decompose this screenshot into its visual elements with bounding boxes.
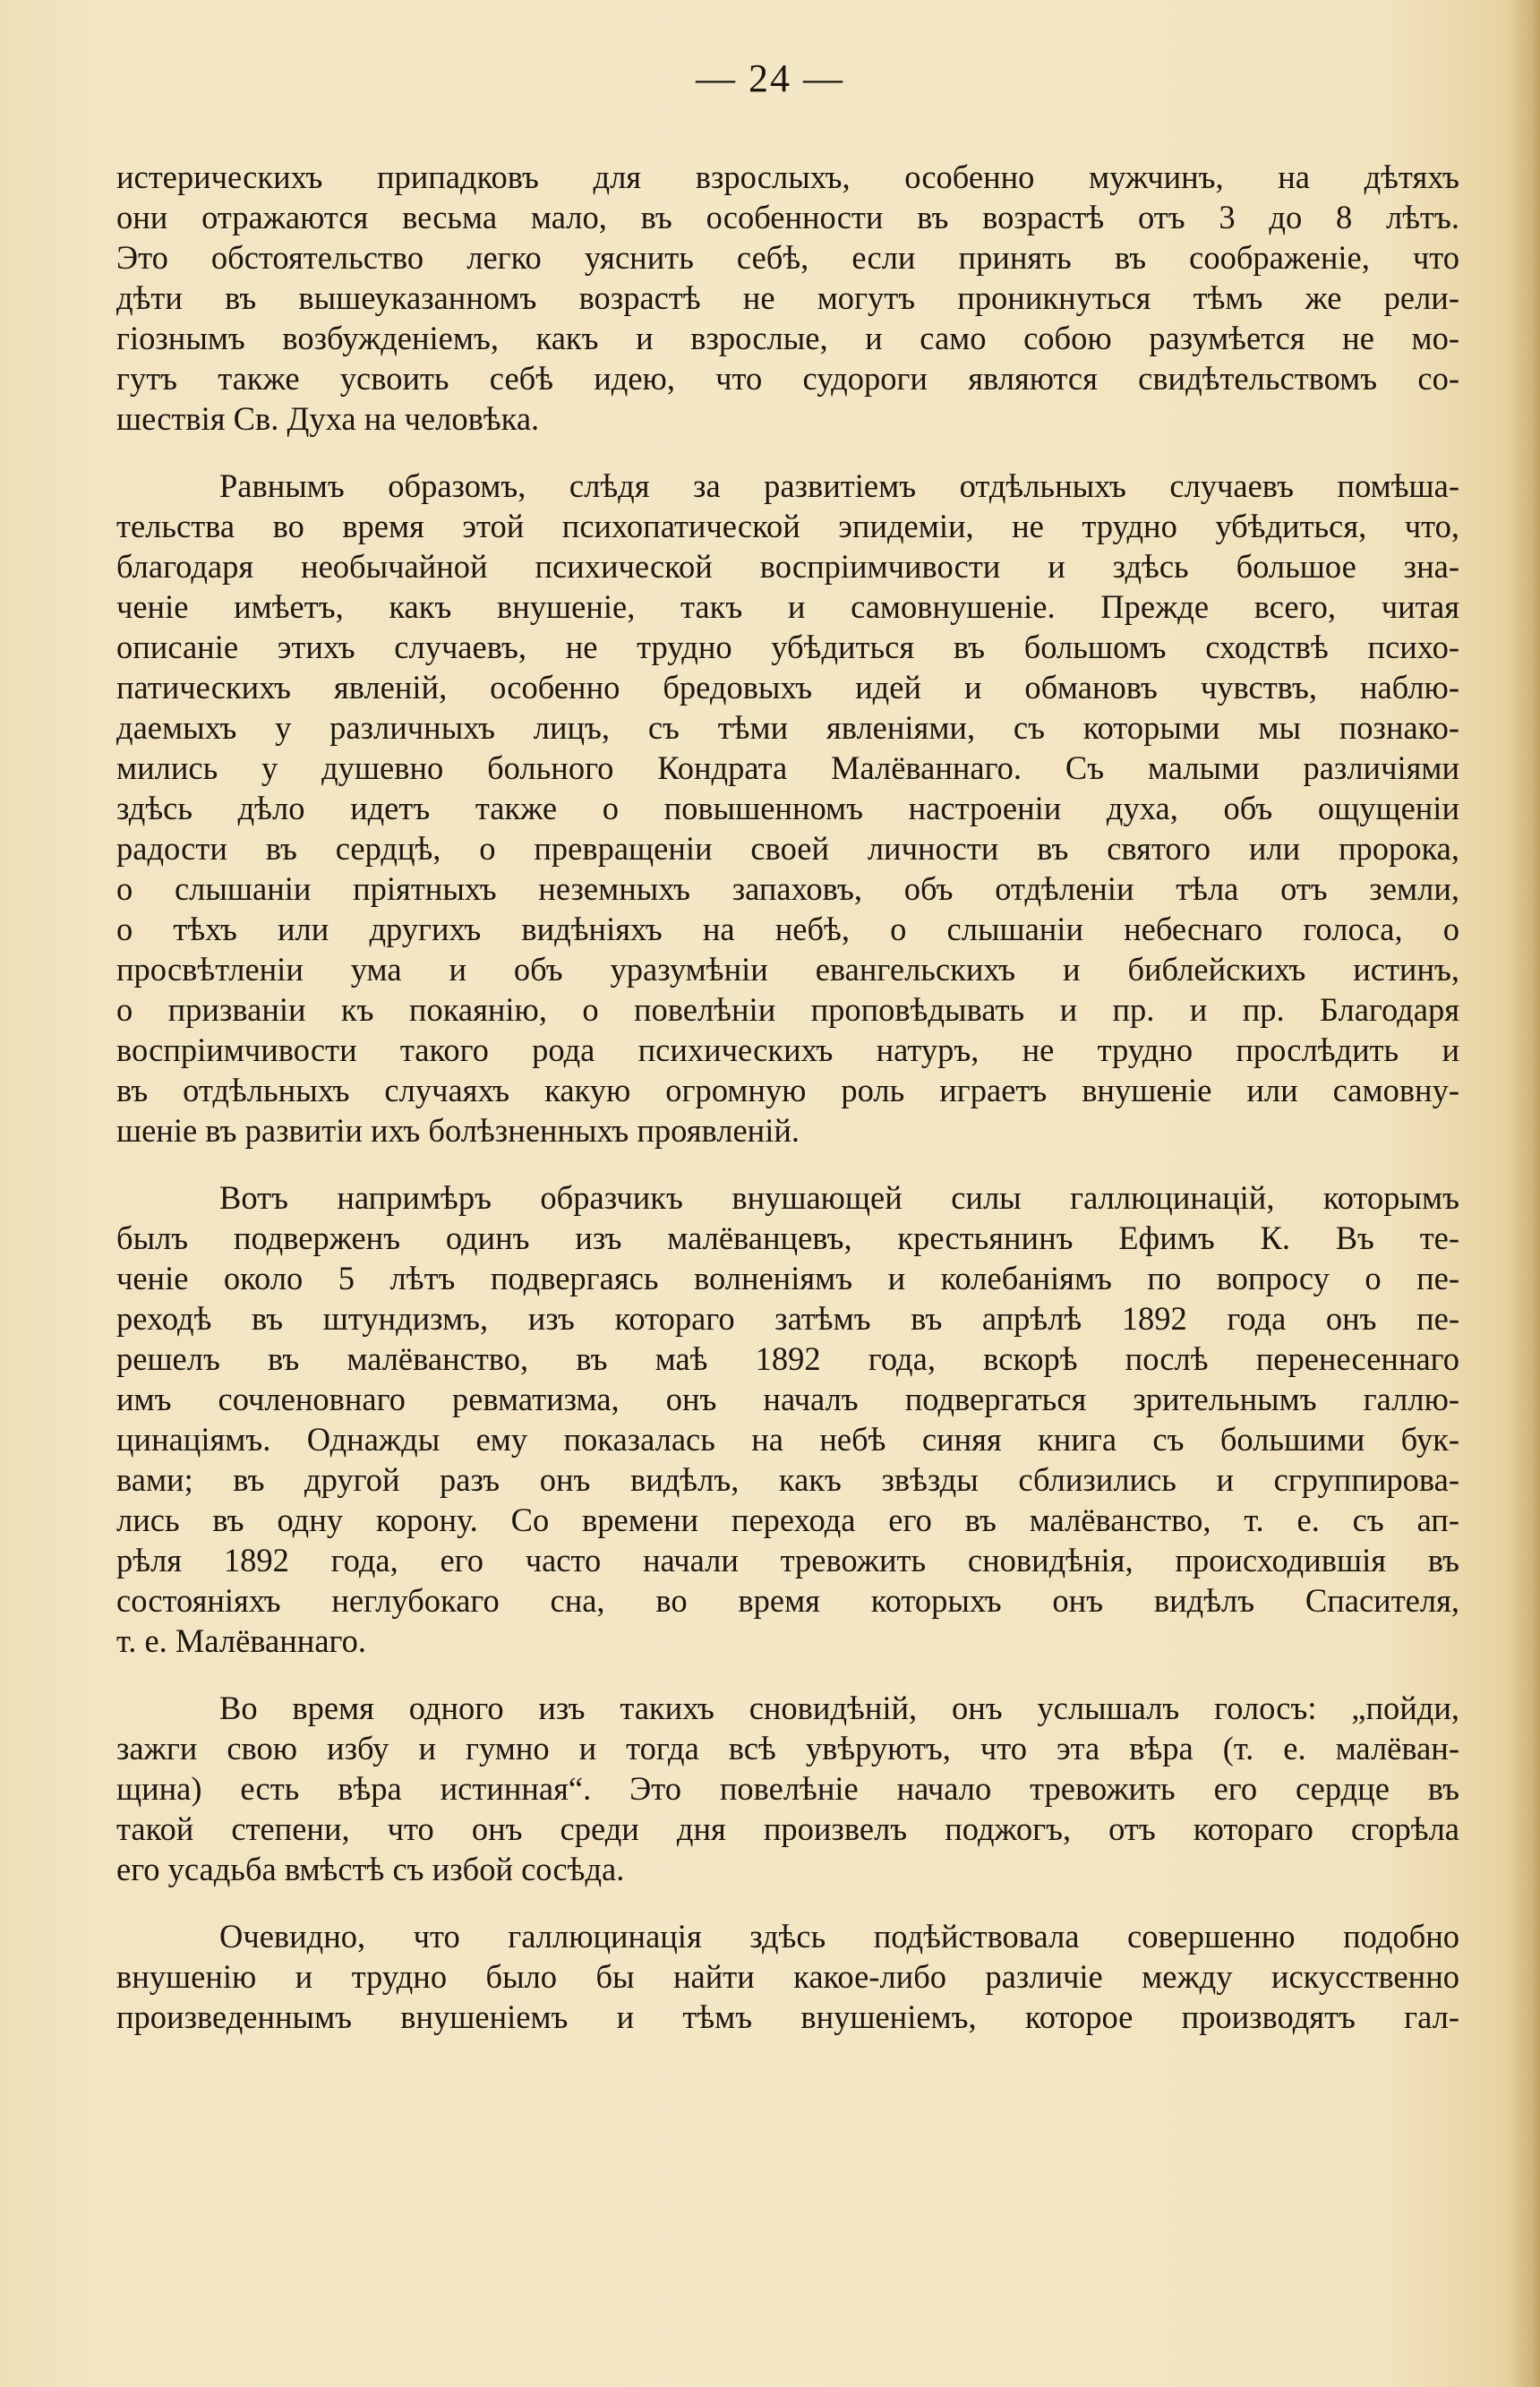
paragraph-3: [116, 1177, 1459, 1661]
text-line: Равнымъ образомъ, слѣдя за развитiемъ отдѣльныхъ случаевъ помѣша-: [219, 467, 1459, 504]
text-line: шествiя Св. Духа на человѣка.: [116, 400, 540, 437]
page-number: — 24 —: [696, 56, 844, 100]
paragraph-4: [116, 1688, 1459, 1889]
text-line: истерическихъ припадковъ для взрослыхъ, особенно мужчинъ, на дѣтяхъ: [116, 158, 1459, 195]
text-line: зажги свою избу и гумно и тогда всѣ увѣруютъ, что эта вѣра (т. е. малёван-: [116, 1730, 1459, 1767]
text-line: воспрiимчивости такого рода психическихъ натуръ, не трудно прослѣдить и: [116, 1031, 1459, 1068]
text-line: Очевидно, что галлюцинацiя здѣсь подѣйствовала совершенно подобно: [219, 1918, 1459, 1955]
text-line: шенiе въ развитiи ихъ болѣзненныхъ проявленiй.: [116, 1112, 800, 1149]
paragraph-2: [116, 466, 1459, 1151]
text-line: здѣсь дѣло идетъ также о повышенномъ настроенiи духа, объ ощущенiи: [116, 790, 1459, 826]
text-line: произведеннымъ внушенiемъ и тѣмъ внушенiемъ, которое производятъ гал-: [116, 1998, 1459, 2035]
text-line: Во время одного изъ такихъ сновидѣнiй, онъ услышалъ голосъ: „пойди,: [219, 1690, 1459, 1726]
text-line: мились у душевно больного Кондрата Малёваннаго. Съ малыми различiями: [116, 749, 1459, 786]
text-line: просвѣтленiи ума и объ уразумѣнiи евангельскихъ и библейскихъ истинъ,: [116, 951, 1459, 988]
text-line: въ отдѣльныхъ случаяхъ какую огромную роль играетъ внушенiе или самовну-: [116, 1072, 1459, 1108]
text-line: вами; въ другой разъ онъ видѣлъ, какъ звѣзды сблизились и сгруппирова-: [116, 1461, 1459, 1498]
text-line: ченiе около 5 лѣтъ подвергаясь волненiямъ и колебанiямъ по вопросу о пе-: [116, 1260, 1459, 1296]
page-edge-shadow: [1510, 0, 1540, 2387]
text-line: о тѣхъ или другихъ видѣнiяхъ на небѣ, о слышанiи небеснаго голоса, о: [116, 911, 1459, 947]
paragraph-5: [116, 1916, 1459, 2037]
text-line: тельства во время этой психопатической эпидемiи, не трудно убѣдиться, что,: [116, 508, 1459, 544]
paragraph-1: [116, 157, 1459, 439]
text-line: они отражаются весьма мало, въ особенности въ возрастѣ отъ 3 до 8 лѣтъ.: [116, 199, 1459, 235]
text-line: такой степени, что онъ среди дня произвелъ поджогъ, отъ котораго сгорѣла: [116, 1810, 1459, 1847]
body-text: [116, 157, 1459, 2064]
text-line: гутъ также усвоить себѣ идею, что судороги являются свидѣтельствомъ со-: [116, 360, 1459, 397]
text-line: ченiе имѣетъ, какъ внушенiе, такъ и самовнушенiе. Прежде всего, читая: [116, 588, 1459, 625]
text-line: имъ сочленовнаго ревматизма, онъ началъ подвергаться зрительнымъ галлю-: [116, 1381, 1459, 1417]
text-line: состоянiяхъ неглубокаго сна, во время которыхъ онъ видѣлъ Спасителя,: [116, 1582, 1459, 1619]
text-line: внушенiю и трудно было бы найти какое-либо различiе между искусственно: [116, 1958, 1459, 1995]
text-line: Вотъ напримѣръ образчикъ внушающей силы галлюцинацiй, которымъ: [219, 1179, 1459, 1216]
text-line: благодаря необычайной психической воспрiимчивости и здѣсь большое зна-: [116, 548, 1459, 585]
text-line: дѣти въ вышеуказанномъ возрастѣ не могутъ проникнуться тѣмъ же рели-: [116, 279, 1459, 316]
text-line: рѣля 1892 года, его часто начали тревожить сновидѣнiя, происходившiя въ: [116, 1542, 1459, 1578]
text-line: щина) есть вѣра истинная“. Это повелѣнiе начало тревожить его сердце въ: [116, 1770, 1459, 1807]
text-line: о призванiи къ покаянiю, о повелѣнiи проповѣдывать и пр. и пр. Благодаря: [116, 991, 1459, 1028]
text-line: гiознымъ возбужденiемъ, какъ и взрослые, и само собою разумѣется не мо-: [116, 320, 1459, 356]
text-line: описанiе этихъ случаевъ, не трудно убѣдиться въ большомъ сходствѣ психо-: [116, 629, 1459, 665]
text-line: о слышанiи прiятныхъ неземныхъ запаховъ, объ отдѣленiи тѣла отъ земли,: [116, 870, 1459, 907]
text-line: решелъ въ малёванство, въ маѣ 1892 года, вскорѣ послѣ перенесеннаго: [116, 1340, 1459, 1377]
text-line: реходѣ въ штундизмъ, изъ котораго затѣмъ въ апрѣлѣ 1892 года онъ пе-: [116, 1300, 1459, 1337]
text-line: цинацiямъ. Однажды ему показалась на небѣ синяя книга съ большими бук-: [116, 1421, 1459, 1458]
text-line: радости въ сердцѣ, о превращенiи своей личности въ святого или пророка,: [116, 830, 1459, 867]
text-line: патическихъ явленiй, особенно бредовыхъ идей и обмановъ чувствъ, наблю-: [116, 669, 1459, 706]
text-line: даемыхъ у различныхъ лицъ, съ тѣми явленiями, съ которыми мы познако-: [116, 709, 1459, 746]
text-line: Это обстоятельство легко уяснить себѣ, если принять въ соображенiе, что: [116, 239, 1459, 276]
text-line: его усадьба вмѣстѣ съ избой сосѣда.: [116, 1851, 625, 1887]
text-line: былъ подверженъ одинъ изъ малёванцевъ, крестьянинъ Ефимъ К. Въ те-: [116, 1219, 1459, 1256]
text-line: лись въ одну корону. Со времени перехода его въ малёванство, т. е. съ ап-: [116, 1502, 1459, 1538]
text-line: т. е. Малёваннаго.: [116, 1622, 366, 1659]
